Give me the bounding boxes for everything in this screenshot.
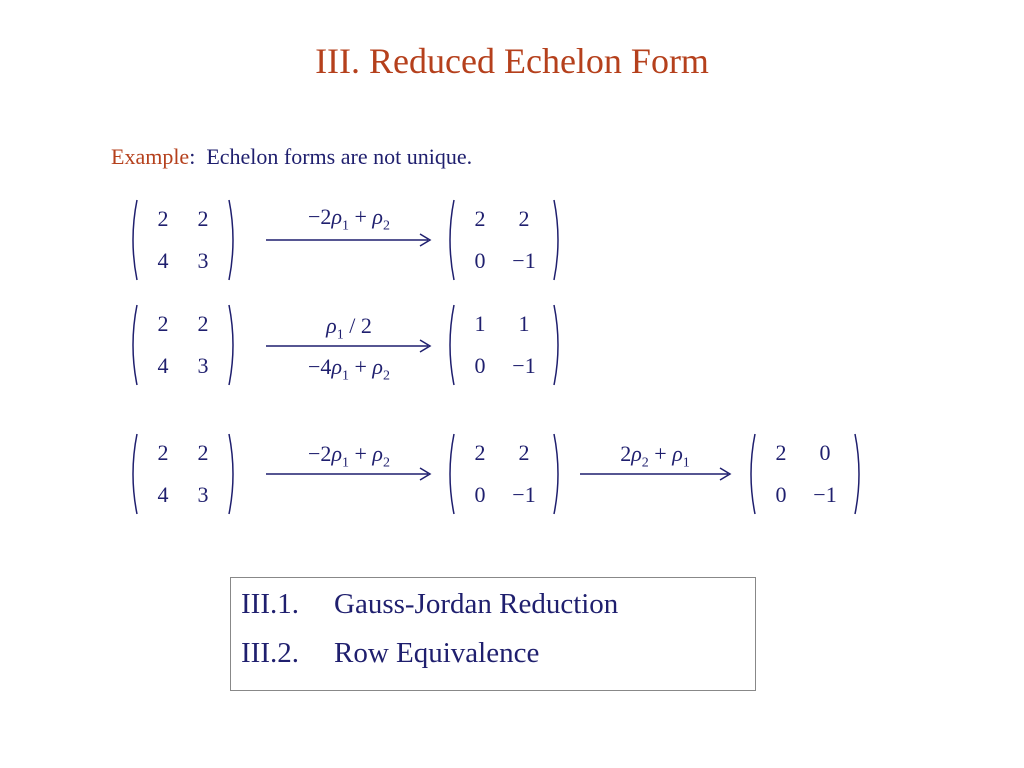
matrix-cell: 2 [518, 206, 530, 231]
right-paren [227, 303, 239, 387]
matrix-cell: 3 [197, 353, 209, 378]
left-paren [745, 432, 757, 516]
left-paren [127, 432, 139, 516]
matrix-cell: 2 [197, 206, 209, 231]
matrix-start-1 [127, 198, 239, 282]
matrix-start-2 [127, 303, 239, 387]
subsection-number: III.1. [241, 588, 299, 620]
arrow-icon [578, 466, 734, 482]
left-paren [127, 303, 139, 387]
matrix-cell: 2 [197, 311, 209, 336]
subsection-label: Row Equivalence [334, 637, 540, 669]
right-paren [552, 303, 564, 387]
subsection-label: Gauss-Jordan Reduction [334, 588, 619, 620]
matrix-cell: 0 [474, 482, 486, 507]
matrix-cell: 3 [197, 248, 209, 273]
left-paren [444, 198, 456, 282]
matrix-result-3 [444, 432, 564, 516]
matrix-cell: −1 [813, 482, 837, 507]
matrix-cell: 4 [157, 482, 169, 507]
row-operation: $2\rho_2 + \rho_1$ [620, 441, 690, 471]
right-paren [552, 198, 564, 282]
slide-title: III. Reduced Echelon Form [315, 41, 709, 81]
matrix-cell: 0 [775, 482, 787, 507]
matrix-start-3 [127, 432, 239, 516]
matrix-cell: 0 [819, 440, 831, 465]
subsection-link-2[interactable] [241, 637, 539, 670]
subsection-link-1[interactable] [241, 588, 618, 621]
matrix-cell: 2 [157, 206, 169, 231]
row-operation: $-2\rho_1 + \rho_2$ [308, 204, 390, 234]
subsection-box [230, 577, 756, 691]
arrow-icon [264, 338, 434, 354]
matrix-cell: 2 [474, 440, 486, 465]
matrix-cell: 2 [775, 440, 787, 465]
arrow-icon [264, 466, 434, 482]
left-paren [127, 198, 139, 282]
row-operation: $-2\rho_1 + \rho_2$ [308, 441, 390, 471]
right-paren [552, 432, 564, 516]
matrix-cell: −1 [512, 353, 536, 378]
row-operation: $\rho_1 / 2$ [326, 313, 372, 343]
matrix-cell: 2 [157, 440, 169, 465]
example-text: Echelon forms are not unique. [206, 144, 473, 169]
row-operation: $-4\rho_1 + \rho_2$ [308, 354, 390, 384]
arrow-icon [264, 232, 434, 248]
left-paren [444, 303, 456, 387]
matrix-cell: 0 [474, 353, 486, 378]
matrix-cell: 1 [518, 311, 530, 336]
subsection-number: III.2. [241, 637, 299, 669]
matrix-result-1 [444, 198, 564, 282]
matrix-cell: 4 [157, 248, 169, 273]
matrix-cell: 2 [474, 206, 486, 231]
matrix-cell: −1 [512, 482, 536, 507]
matrix-cell: 2 [197, 440, 209, 465]
matrix-cell: 3 [197, 482, 209, 507]
example-label: Example [111, 144, 190, 169]
left-paren [444, 432, 456, 516]
example-line: Example: Echelon forms are not unique. [111, 144, 473, 169]
matrix-cell: 2 [518, 440, 530, 465]
matrix-cell: 2 [157, 311, 169, 336]
right-paren [227, 198, 239, 282]
matrix-cell: 1 [474, 311, 486, 336]
matrix-result-2 [444, 303, 564, 387]
right-paren [853, 432, 865, 516]
matrix-cell: 4 [157, 353, 169, 378]
matrix-cell: −1 [512, 248, 536, 273]
matrix-result-4 [745, 432, 865, 516]
right-paren [227, 432, 239, 516]
matrix-cell: 0 [474, 248, 486, 273]
